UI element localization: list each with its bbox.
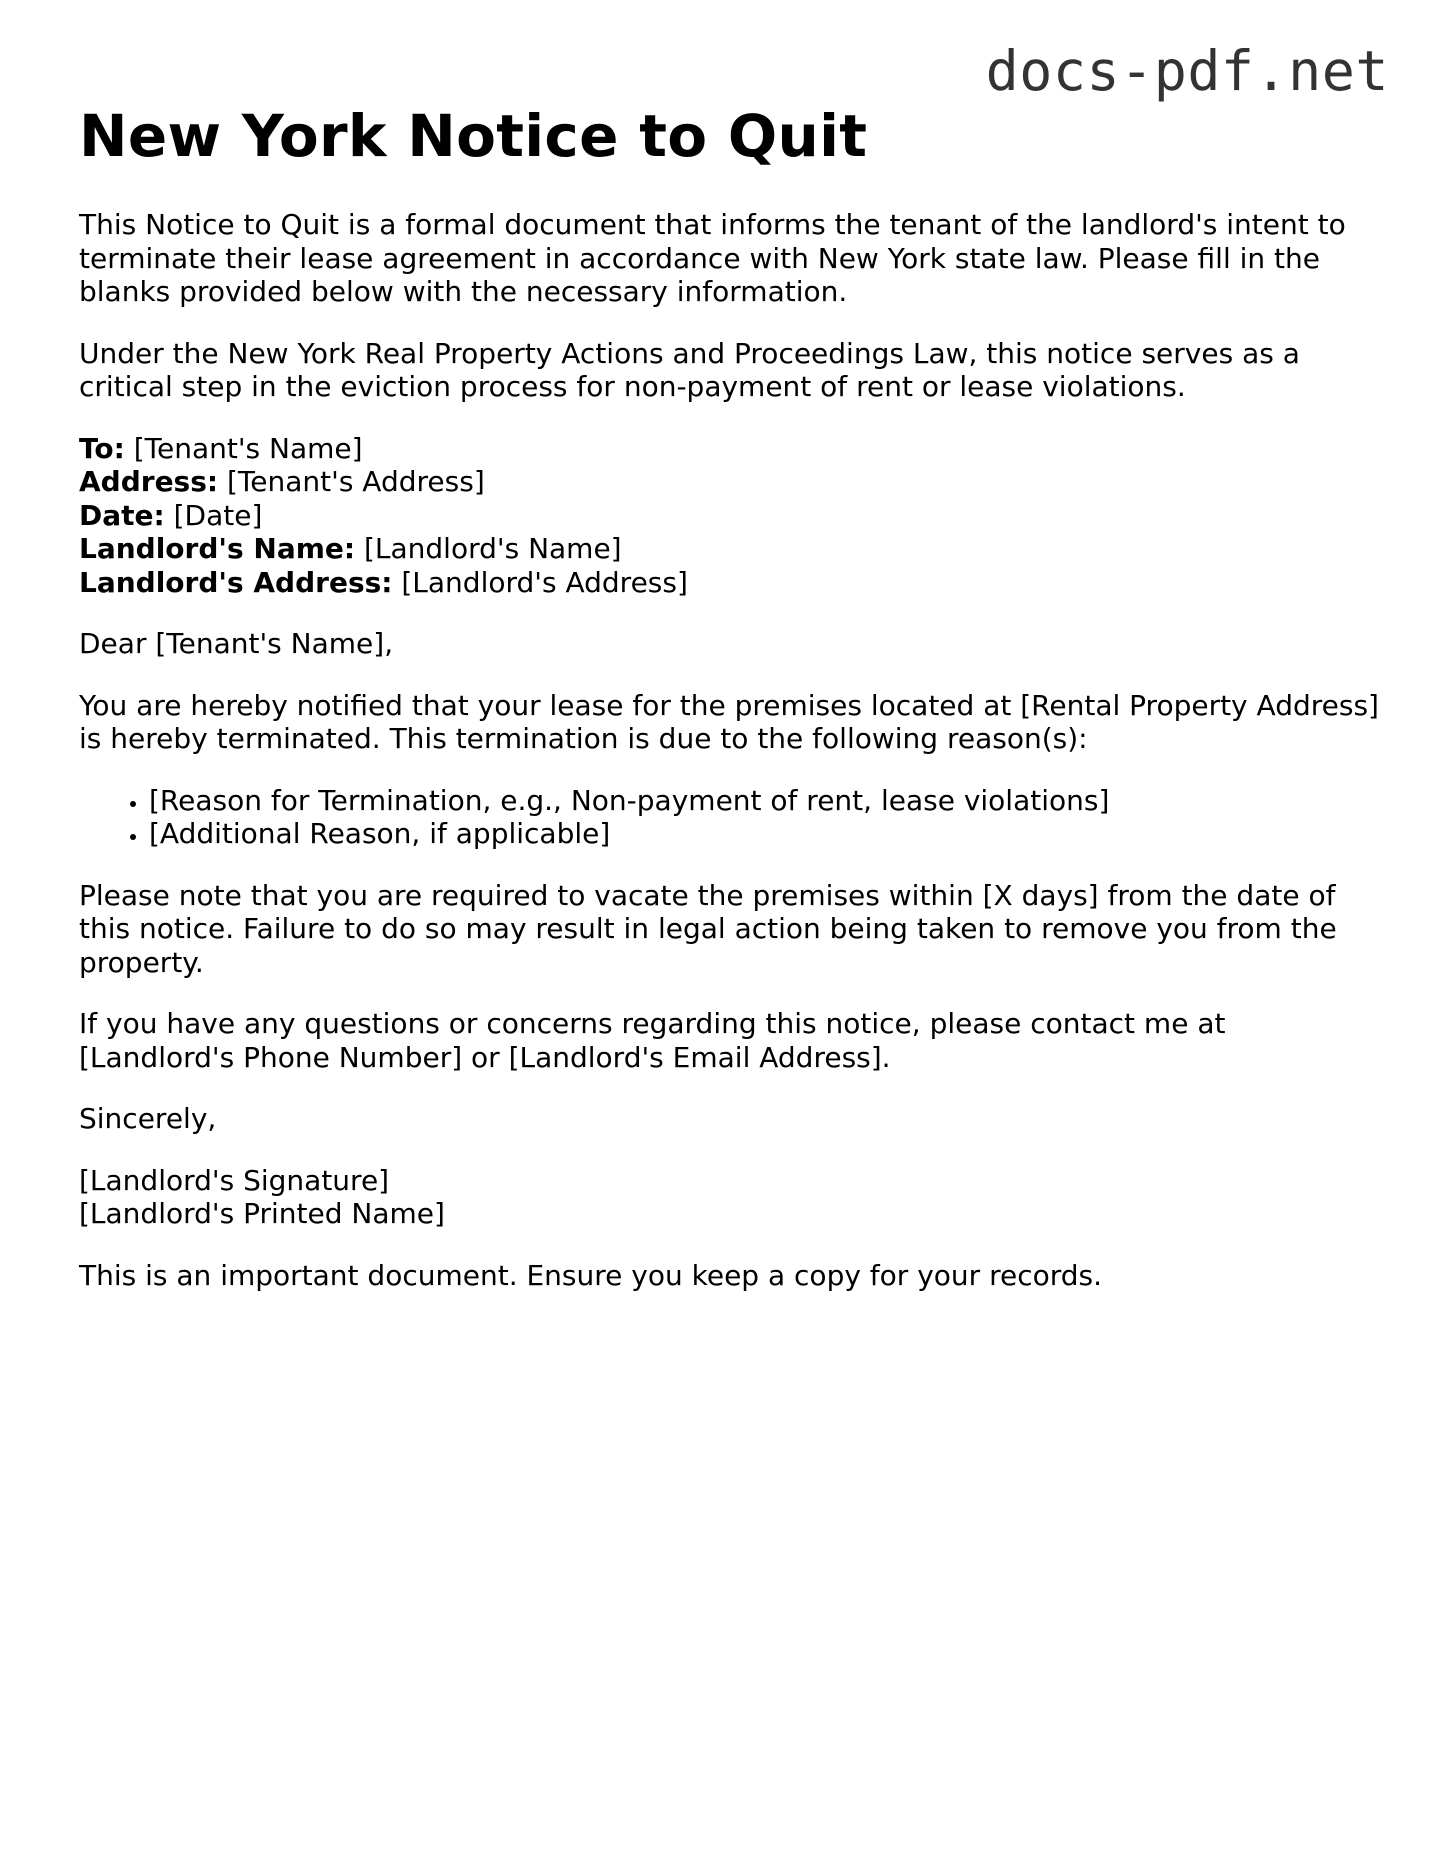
- document-page: [79, 100, 1379, 1292]
- field-label: Landlord's Name:: [79, 532, 356, 565]
- field-value: [Landlord's Name]: [355, 532, 622, 565]
- notice-fields: [79, 432, 1379, 600]
- reasons-list: [79, 784, 1379, 851]
- notification-paragraph: You are hereby notified that your lease for the premises located at [Rental Property Address] is hereby terminated. This termination is due to the following reason(s):: [79, 688, 1379, 755]
- field-label: Date:: [79, 498, 165, 532]
- signature-line: [Landlord's Signature]: [79, 1163, 390, 1197]
- printed-name-line: [Landlord's Printed Name]: [79, 1197, 445, 1230]
- closing: Sincerely,: [79, 1102, 217, 1135]
- field-label: Address:: [79, 465, 219, 498]
- vacate-paragraph: Please note that you are required to vacate the premises within [X days] from the date of this notice. Failure to do so may result in legal action being taken to remove you from the property.: [79, 878, 1337, 979]
- list-item: • [Reason for Termination, e.g., Non-payment of rent, lease violations]: [149, 784, 1379, 818]
- field-value: [Date]: [164, 498, 263, 532]
- list-item: • [Additional Reason, if applicable]: [149, 817, 1379, 851]
- page-title: New York Notice to Quit: [79, 102, 868, 170]
- field-landlord-address: [79, 566, 1379, 600]
- field-address: [79, 465, 1379, 499]
- document-body: [79, 208, 1379, 1292]
- field-value: [Tenant's Address]: [218, 465, 485, 498]
- field-label: To:: [79, 431, 125, 465]
- intro-paragraph: This Notice to Quit is a formal document that informs the tenant of the landlord's intent to terminate their lease agreement in accordance with New York state law. Please fill in the blanks provided below with the necessary information.: [79, 208, 1346, 308]
- field-to: [79, 432, 1379, 466]
- salutation: Dear [Tenant's Name],: [79, 627, 394, 660]
- watermark: docs-pdf.net: [985, 39, 1389, 103]
- contact-paragraph: If you have any questions or concerns regarding this notice, please contact me at [Landlord's Phone Number] or [Landlord's Email Address].: [79, 1007, 1226, 1074]
- field-date: [79, 499, 1379, 533]
- field-landlord-name: [79, 532, 1379, 566]
- field-value: [Landlord's Address]: [392, 565, 688, 599]
- signature-block: [79, 1164, 1379, 1231]
- field-value: [Tenant's Name]: [124, 431, 363, 465]
- field-label: Landlord's Address:: [79, 565, 393, 599]
- footer-note: This is an important document. Ensure you keep a copy for your records.: [79, 1258, 1102, 1292]
- law-paragraph: Under the New York Real Property Actions and Proceedings Law, this notice serves as a critical step in the eviction process for non-payment of rent or lease violations.: [79, 336, 1300, 403]
